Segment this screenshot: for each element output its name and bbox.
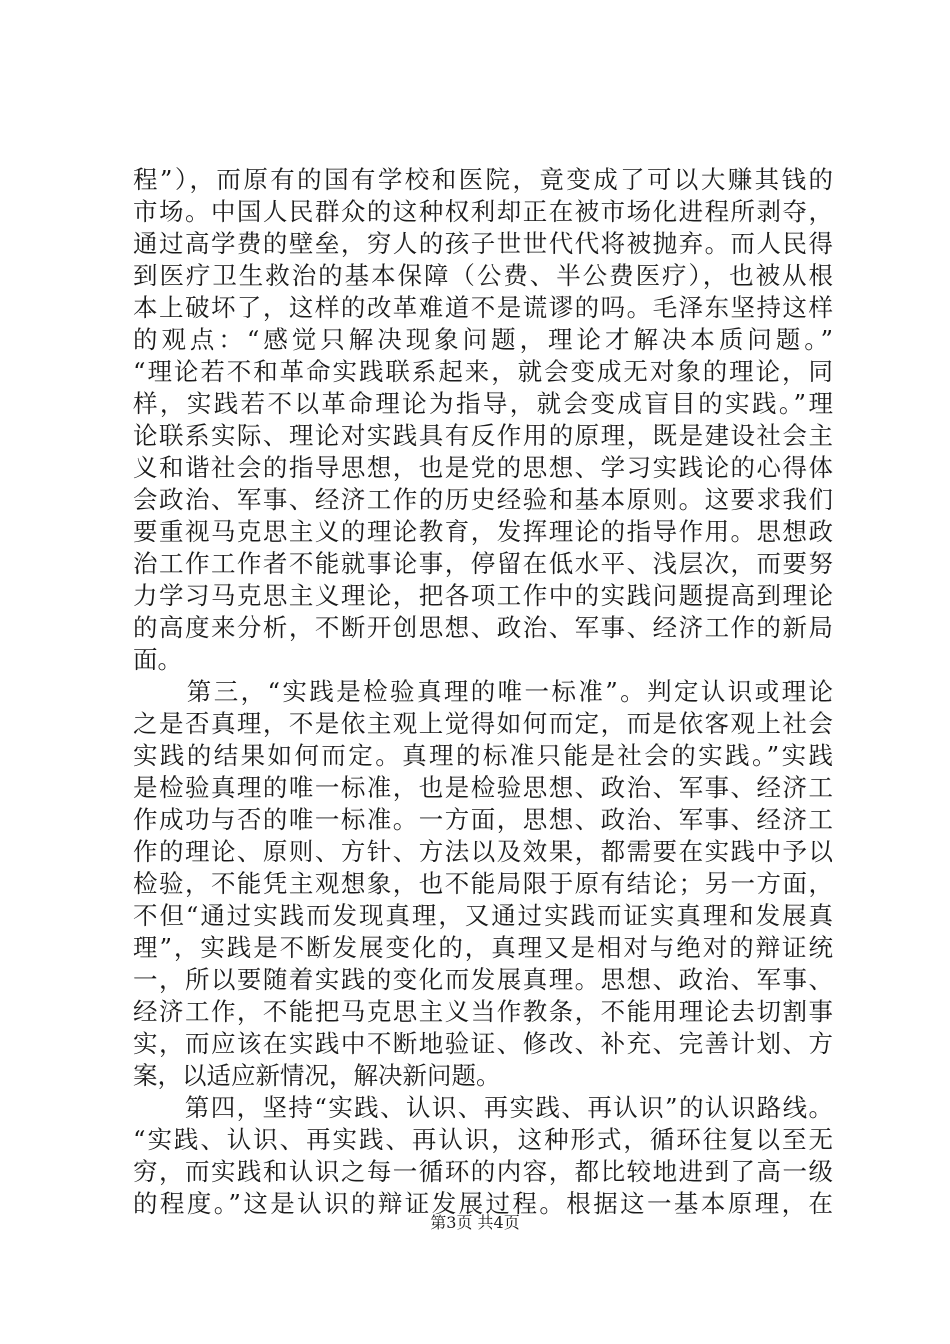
page-number: 第3页 共4页 (430, 1213, 520, 1232)
text-line: 市场。中国人民群众的这种权利却正在被市场化进程所剥夺， (133, 197, 833, 226)
text-line: 样，实践若不以革命理论为指导，就会变成盲目的实践。”理 (133, 389, 833, 418)
text-line: 面。 (133, 645, 182, 674)
text-line: 的高度来分析，不断开创思想、政治、军事、经济工作的新局 (133, 613, 833, 642)
text-line: 作成功与否的唯一标准。一方面，思想、政治、军事、经济工 (133, 805, 833, 834)
text-line: 实，而应该在实践中不断地验证、修改、补充、完善计划、方 (133, 1029, 833, 1058)
text-line: 穷，而实践和认识之每一循环的内容，都比较地进到了高一级 (133, 1157, 833, 1186)
text-line: 的观点：“感觉只解决现象问题，理论才解决本质问题。” (133, 325, 833, 354)
document-body (133, 164, 833, 1220)
text-line: 案，以适应新情况，解决新问题。 (133, 1061, 501, 1090)
text-line: 实践的结果如何而定。真理的标准只能是社会的实践。”实践 (133, 741, 833, 770)
text-line: “理论若不和革命实践联系起来，就会变成无对象的理论，同 (133, 357, 833, 386)
text-line: 不但“通过实践而发现真理，又通过实践而证实真理和发展真 (133, 901, 833, 930)
text-line: 论联系实际、理论对实践具有反作用的原理，既是建设社会主 (133, 421, 833, 450)
text-line: 是检验真理的唯一标准，也是检验思想、政治、军事、经济工 (133, 773, 833, 802)
text-line: 治工作工作者不能就事论事，停留在低水平、浅层次，而要努 (133, 549, 833, 578)
text-line: 第四，坚持“实践、认识、再实践、再认识”的认识路线。 (133, 1093, 833, 1122)
text-line: 经济工作，不能把马克思主义当作教条，不能用理论去切割事 (133, 997, 833, 1026)
text-line: 会政治、军事、经济工作的历史经验和基本原则。这要求我们 (133, 485, 833, 514)
text-line: 作的理论、原则、方针、方法以及效果，都需要在实践中予以 (133, 837, 833, 866)
text-line: 的程度。”这是认识的辩证发展过程。根据这一基本原理，在 (133, 1189, 833, 1218)
text-line: 要重视马克思主义的理论教育，发挥理论的指导作用。思想政 (133, 517, 833, 546)
text-line: 通过高学费的壁垒，穷人的孩子世世代代将被抛弃。而人民得 (133, 229, 833, 258)
text-line: 检验，不能凭主观想象，也不能局限于原有结论；另一方面， (133, 869, 833, 898)
text-line: 程”），而原有的国有学校和医院，竟变成了可以大赚其钱的 (133, 165, 833, 194)
text-line: 力学习马克思主义理论，把各项工作中的实践问题提高到理论 (133, 581, 833, 610)
text-line: 到医疗卫生救治的基本保障（公费、半公费医疗），也被从根 (133, 261, 833, 290)
text-line: 第三，“实践是检验真理的唯一标准”。判定认识或理论 (133, 677, 833, 706)
text-line: “实践、认识、再实践、再认识，这种形式，循环往复以至无 (133, 1125, 833, 1154)
text-line: 理”，实践是不断发展变化的，真理又是相对与绝对的辩证统 (133, 933, 833, 962)
text-line: 义和谐社会的指导思想，也是党的思想、学习实践论的心得体 (133, 453, 833, 482)
text-line: 本上破坏了，这样的改革难道不是谎谬的吗。毛泽东坚持这样 (133, 293, 833, 322)
text-line: 一，所以要随着实践的变化而发展真理。思想、政治、军事、 (133, 965, 833, 994)
text-line: 之是否真理，不是依主观上觉得如何而定，而是依客观上社会 (133, 709, 833, 738)
